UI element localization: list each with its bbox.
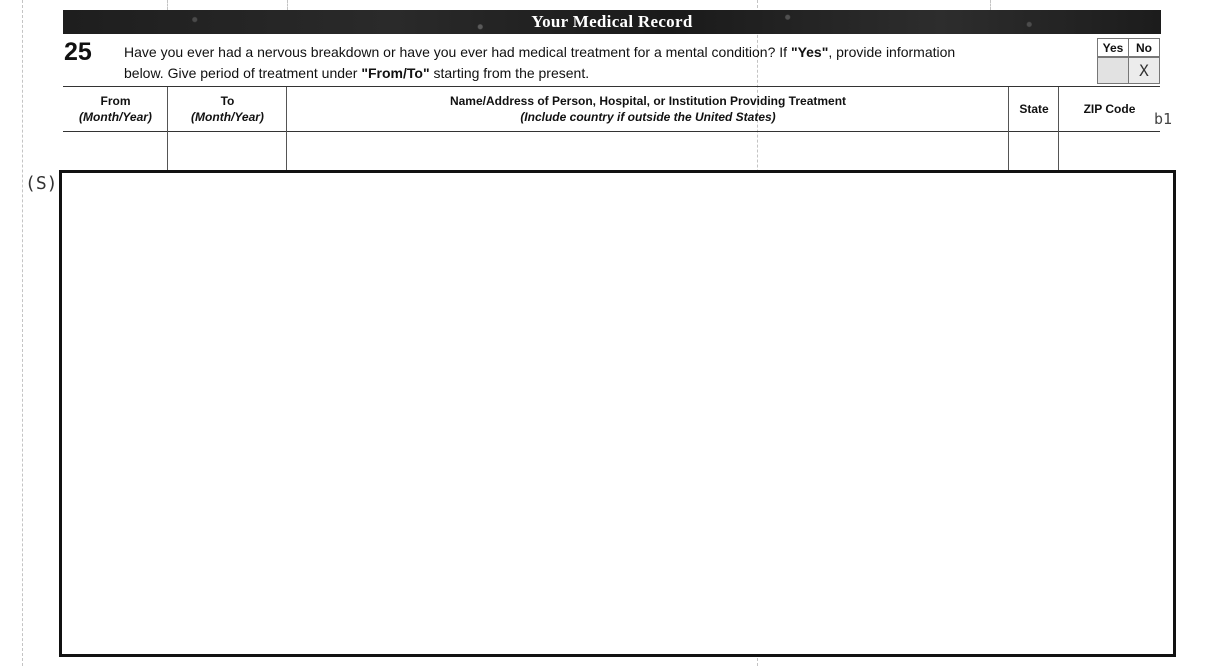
header-to [168,87,287,131]
header-from-sub: (Month/Year) [79,110,152,124]
no-label: No [1128,38,1160,57]
header-state [1009,87,1059,131]
header-zip-label: ZIP Code [1083,102,1136,116]
scan-line [990,0,991,10]
scan-line [167,0,168,10]
scan-line [22,0,23,666]
header-provider [287,87,1009,131]
header-zip [1059,87,1160,131]
header-provider-label: Name/Address of Person, Hospital, or Institution Providing Treatment [449,94,847,108]
yes-checkbox[interactable] [1097,57,1129,84]
redaction-code: b1 [1154,110,1173,128]
classification-mark: (S) [25,173,58,194]
header-to-label: To [220,94,235,108]
header-to-sub: (Month/Year) [191,110,264,124]
header-from-label: From [100,94,131,108]
header-provider-sub: (Include country if outside the United States) [520,110,776,124]
question-line-2 [124,63,1074,84]
header-state-label: State [1019,102,1049,116]
question-line2-pre: below. Give period of treatment under [124,65,362,81]
redaction-box [59,170,1176,657]
treatment-table [63,86,1160,173]
question-number: 25 [64,38,92,66]
question-text [124,42,1074,84]
question-line1-bold: "Yes" [790,44,829,60]
scan-line [287,0,288,10]
question-line2-post: starting from the present. [429,65,590,81]
question-line-1 [124,42,1074,63]
question-line2-bold: "From/To" [361,65,430,81]
section-title: Your Medical Record [531,12,693,31]
question-line1-pre: Have you ever had a nervous breakdown or have you ever had medical treatment for a mental condition? If [124,44,791,60]
section-banner [63,10,1161,34]
header-from [63,87,168,131]
yes-label: Yes [1097,38,1129,57]
no-checkbox[interactable]: X [1128,57,1160,84]
question-line1-post: , provide information [828,44,956,60]
